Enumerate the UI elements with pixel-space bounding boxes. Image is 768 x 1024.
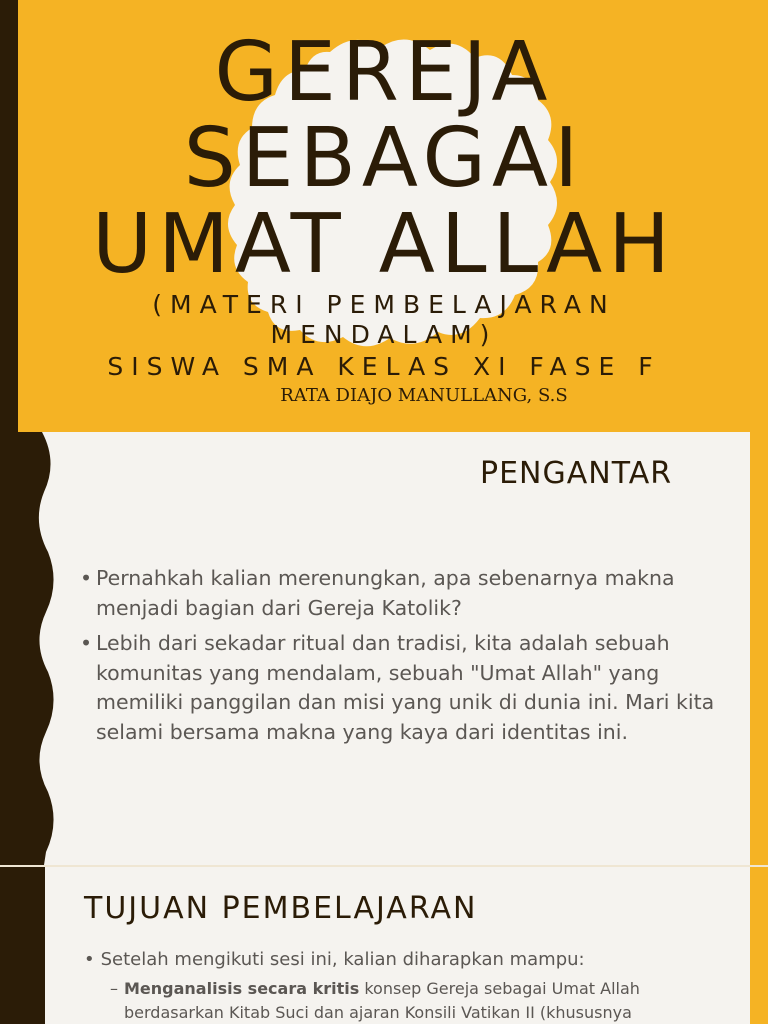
title-line-2: SEBAGAI: [183, 111, 585, 206]
subtitle-line-2: MENDALAM): [270, 320, 498, 349]
section-heading: TUJUAN PEMBELAJARAN: [84, 891, 478, 926]
dash-icon: –: [110, 979, 118, 998]
title-line-1: GEREJA: [214, 25, 554, 120]
intro-slide: [0, 432, 768, 865]
subtitle-line-3: SISWA SMA KELAS XI FASE F: [107, 352, 661, 381]
list-item: • Lebih dari sekadar ritual dan tradisi, kita adalah sebuah komunitas yang mendalam, sebuah "Umat Allah" yang memiliki panggilan dan misi yang unik di dunia ini. Mari kita selami bersama makna yang kaya dari identitas ini.: [80, 631, 715, 744]
objectives-slide: [0, 867, 768, 1024]
right-accent-bar: [750, 867, 768, 1024]
subtitle-line-1: (MATERI PEMBELAJARAN: [152, 290, 616, 319]
intro-bullet-list: [80, 564, 720, 753]
bullet-icon: •: [80, 566, 93, 590]
left-accent-bar: [0, 867, 45, 1024]
author-name: RATA DIAJO MANULLANG, S.S: [280, 385, 568, 406]
section-heading: PENGANTAR: [480, 456, 673, 491]
decorative-wave-edge: [0, 432, 60, 865]
sub-item-text: konsep Gereja sebagai Umat Allah berdasarkan Kitab Suci dan ajaran Konsili Vatikan II (khususnya: [124, 979, 640, 1022]
sub-list-item: [110, 977, 670, 1024]
emphasis-text: Menganalisis secara kritis: [124, 979, 360, 998]
title-line-3: UMAT ALLAH: [92, 197, 676, 292]
title-slide: [0, 0, 768, 432]
list-item: • Pernahkah kalian merenungkan, apa sebenarnya makna menjadi bagian dari Gereja Katolik?: [80, 566, 675, 620]
bullet-icon: •: [84, 949, 95, 970]
right-accent-bar: [750, 432, 768, 865]
list-item: • Setelah mengikuti sesi ini, kalian diharapkan mampu:: [84, 949, 585, 970]
bullet-icon: •: [80, 631, 93, 655]
